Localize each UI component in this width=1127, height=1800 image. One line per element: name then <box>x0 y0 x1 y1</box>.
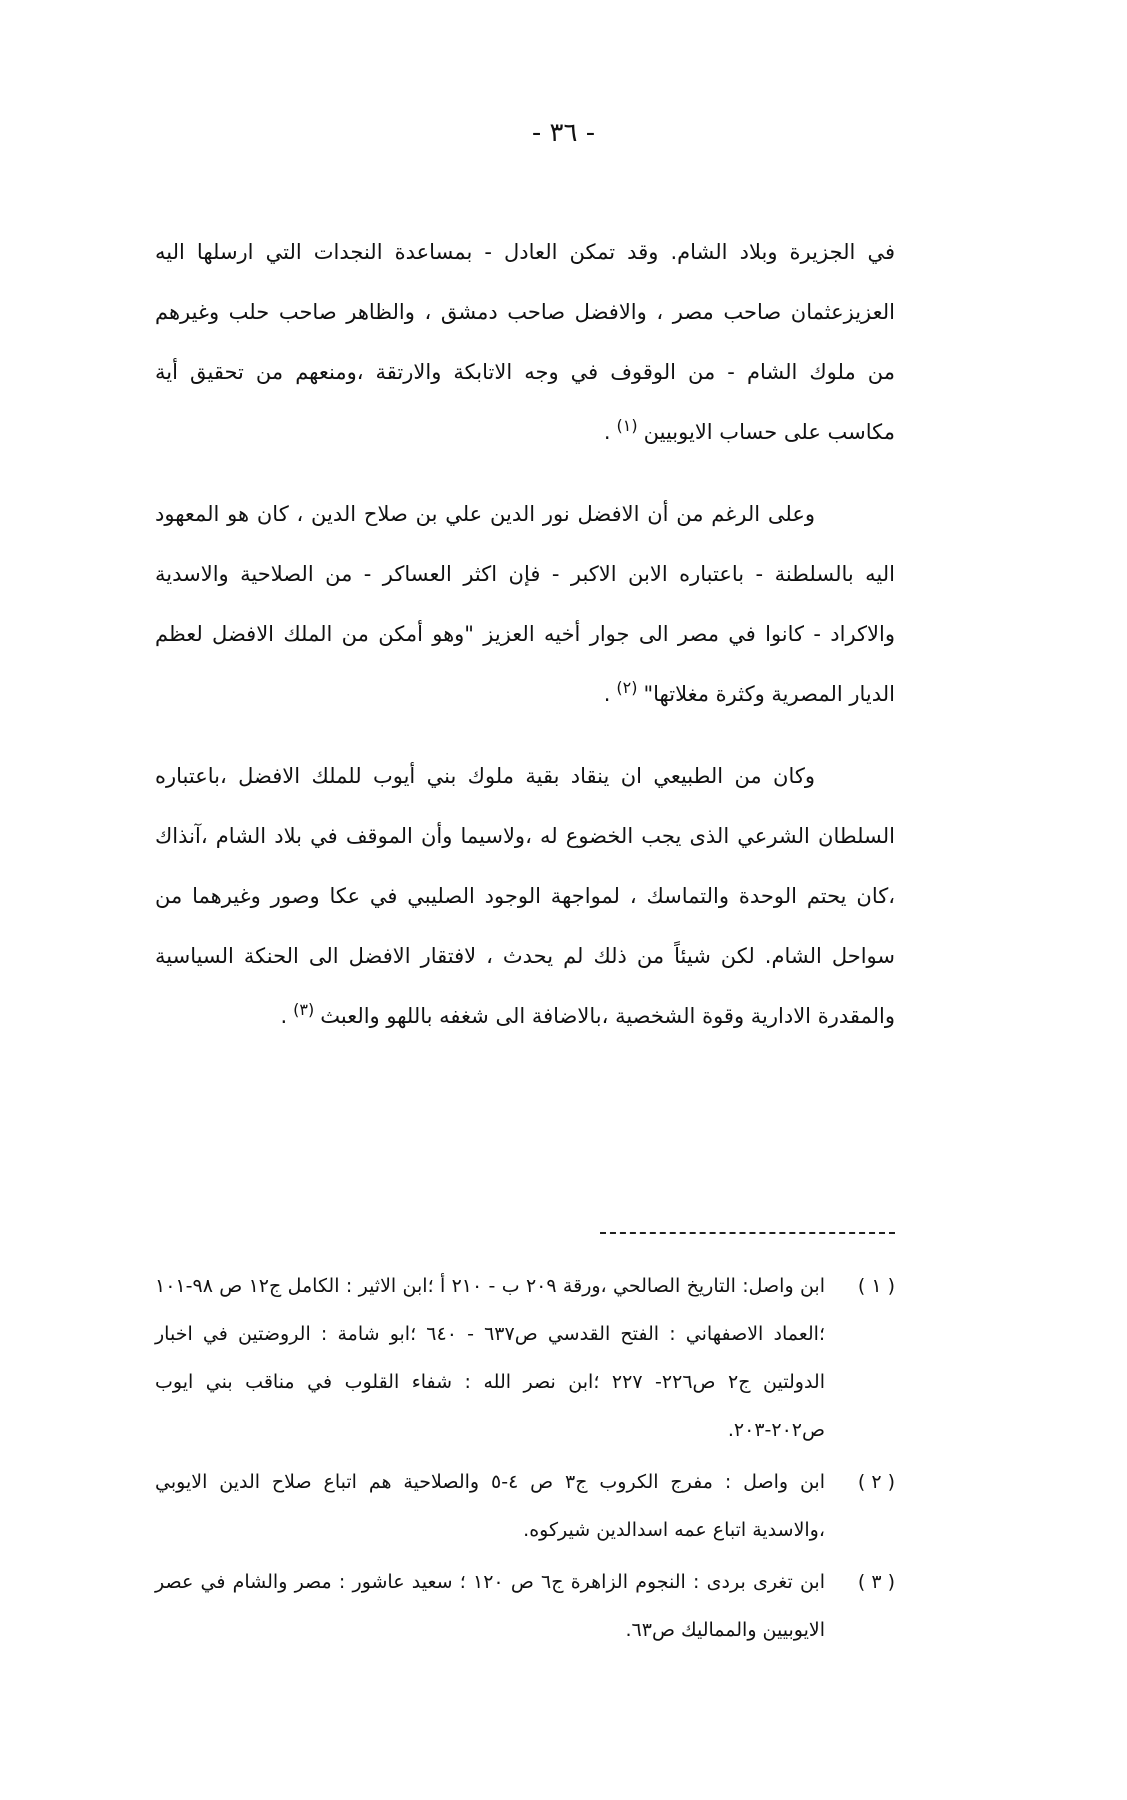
footnote-2-text: ابن واصل : مفرج الكروب ج٣ ص ٤-٥ والصلاحية هم اتباع صلاح الدين الايوبي ،والاسدية اتباع عمه اسدالدين شيركوه. <box>155 1471 826 1541</box>
paragraph-1-text: في الجزيرة وبلاد الشام. وقد تمكن العادل - بمساعدة النجدات التي ارسلها اليه العزيزعثمان صاحب مصر ، والافضل صاحب دمشق ، والظاهر صاحب حلب وغيرهم من ملوك الشام - من الوقوف في وجه الاتابكة والارتقة ،ومنعهم من تحقيق أية مكاسب على حساب الايوبيين <box>155 240 895 444</box>
paragraph-3-text: وكان من الطبيعي ان ينقاد بقية ملوك بني أيوب للملك الافضل ،باعتباره السلطان الشرعي الذى يجب الخضوع له ،ولاسيما وأن الموقف في بلاد الشام ،آنذاك ،كان يحتم الوحدة والتماسك ، لمواجهة الوجود الصليبي في عكا وصور وغيرهما من سواحل الشام. لكن شيئاً من ذلك لم يحدث ، لافتقار الافضل الى الحنكة السياسية والمقدرة الادارية وقوة الشخصية ،بالاضافة الى شغفه باللهو والعبث <box>155 764 895 1028</box>
footnote-separator <box>600 1232 895 1234</box>
paragraph-2: وعلى الرغم من أن الافضل نور الدين علي بن صلاح الدين ، كان هو المعهود اليه بالسلطنة - باعتباره الابن الاكبر - فإن اكثر العساكر - من الصلاحية والاسدية والاكراد - كانوا في مصر الى جوار أخيه العزيز "وهو أمكن من الملك الافضل لعظم الديار المصرية وكثرة مغلاتها"$^{(٢)}$. <box>155 502 895 706</box>
footnote-ref-3: (٣) <box>293 1000 315 1019</box>
footnote-1 <box>155 1262 895 1454</box>
page-number: - ٣٦ - <box>531 118 596 148</box>
footnote-ref-1: (١) <box>616 416 638 435</box>
body-text <box>155 222 895 1068</box>
footnote-ref-2: (٢) <box>616 678 638 697</box>
footnote-3-text: ابن تغرى بردى : النجوم الزاهرة ج٦ ص ١٢٠ ؛ سعيد عاشور : مصر والشام في عصر الايوبيين والمماليك ص٦٣. <box>155 1571 825 1641</box>
footnotes <box>155 1262 895 1658</box>
paragraph-1: في الجزيرة وبلاد الشام. وقد تمكن العادل - بمساعدة النجدات التي ارسلها اليه العزيزعثمان صاحب مصر ، والافضل صاحب دمشق ، والظاهر صاحب حلب وغيرهم من ملوك الشام - من الوقوف في وجه الاتابكة والارتقة ،ومنعهم من تحقيق أية مكاسب على حساب الايوبيين$^{(١)}$. <box>155 240 895 444</box>
paragraph-2-text: وعلى الرغم من أن الافضل نور الدين علي بن صلاح الدين ، كان هو المعهود اليه بالسلطنة - باعتباره الابن الاكبر - فإن اكثر العساكر - من الصلاحية والاسدية والاكراد - كانوا في مصر الى جوار أخيه العزيز "وهو أمكن من الملك الافضل لعظم الديار المصرية وكثرة مغلاتها" <box>155 502 895 706</box>
footnote-2-number: ( ٢ ) <box>857 1471 895 1493</box>
footnote-1-text: ابن واصل: التاريخ الصالحي ،ورقة ٢٠٩ ب - ٢١٠ أ ؛ابن الاثير : الكامل ج١٢ ص ٩٨-١٠١ ؛العماد الاصفهاني : الفتح القدسي ص٦٣٧ - ٦٤٠ ؛ابو شامة : الروضتين في اخبار الدولتين ج٢ ص٢٢٦- ٢٢٧ ؛ابن نصر الله : شفاء القلوب في مناقب بني ايوب ص٢٠٢-٢٠٣. <box>155 1275 825 1441</box>
paragraph-3: وكان من الطبيعي ان ينقاد بقية ملوك بني أيوب للملك الافضل ،باعتباره السلطان الشرعي الذى يجب الخضوع له ،ولاسيما وأن الموقف في بلاد الشام ،آنذاك ،كان يحتم الوحدة والتماسك ، لمواجهة الوجود الصليبي في عكا وصور وغيرهما من سواحل الشام. لكن شيئاً من ذلك لم يحدث ، لافتقار الافضل الى الحنكة السياسية والمقدرة الادارية وقوة الشخصية ،بالاضافة الى شغفه باللهو والعبث$^{(٣)}$. <box>155 764 895 1028</box>
footnote-3 <box>155 1558 895 1654</box>
footnote-2 <box>155 1458 895 1554</box>
footnote-3-number: ( ٣ ) <box>857 1571 895 1593</box>
footnote-1-number: ( ١ ) <box>857 1275 895 1297</box>
